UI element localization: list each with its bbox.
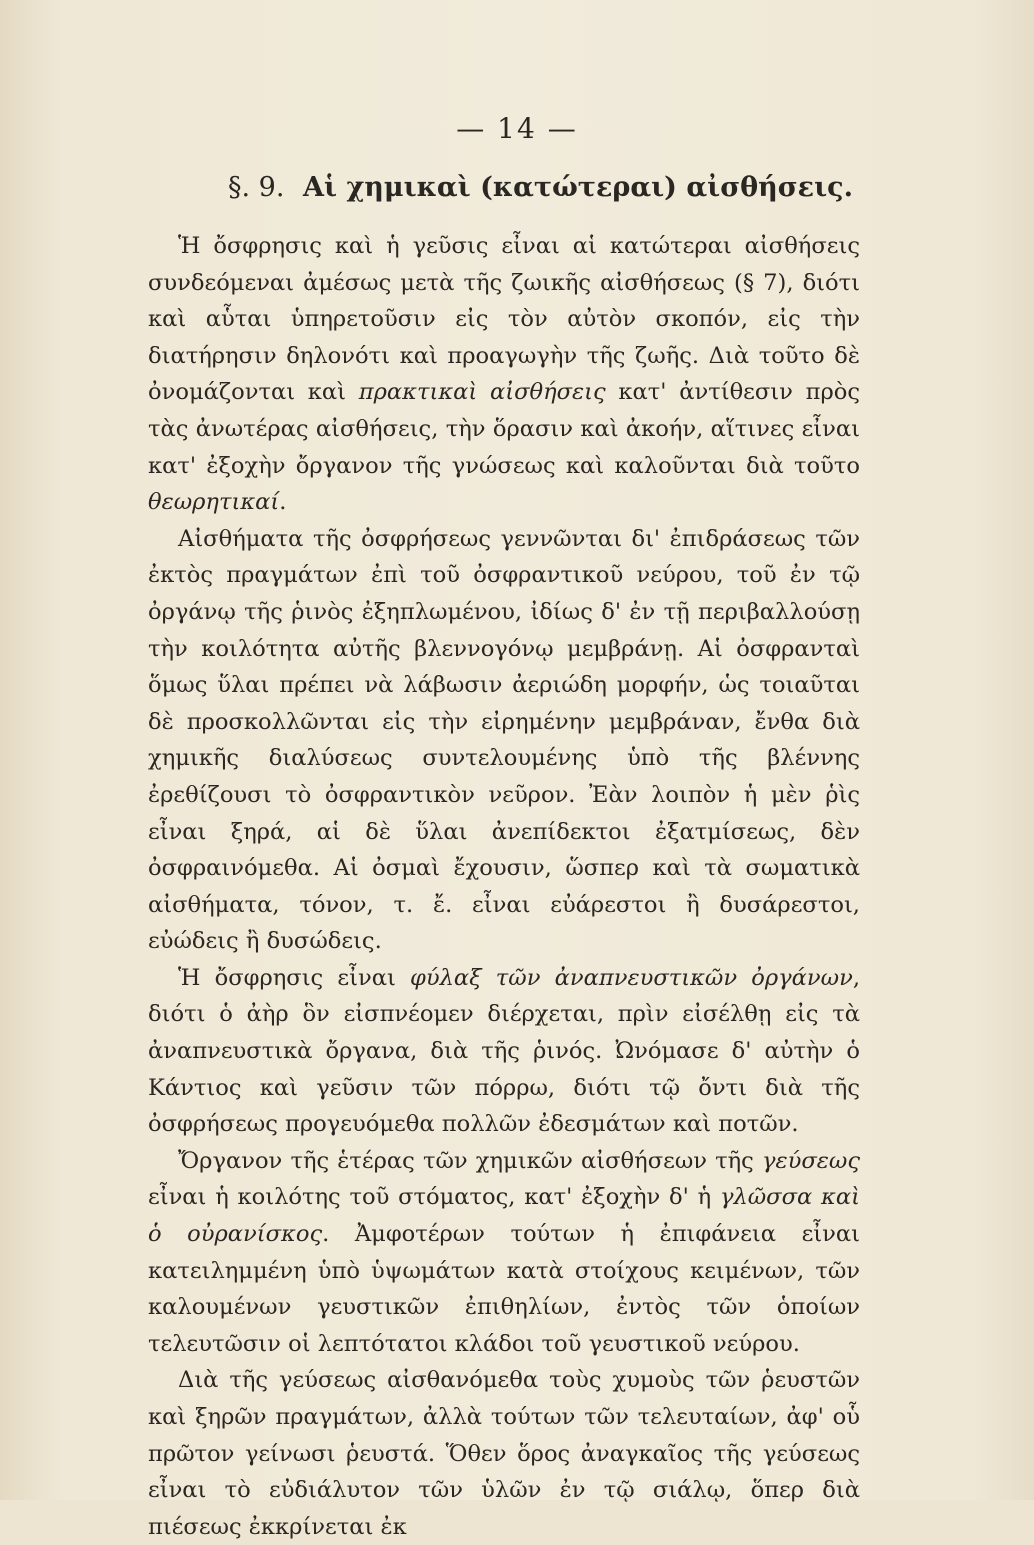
text-run: κατ' ἀντίθεσιν πρὸς τὰς ἀνωτέρας αἰσθήσεις, τὴν ὅρασιν καὶ ἀκοήν, αἵτινες εἶναι κατ' ἐξοχὴν ὄργανον τῆς γνώσεως καὶ καλοῦνται διὰ τοῦτο bbox=[148, 379, 860, 479]
italic-term: γλῶσσα καὶ ὁ οὐρανίσκος bbox=[148, 1184, 860, 1248]
section-number: §. 9. bbox=[228, 172, 285, 203]
italic-term: φύλαξ τῶν ἀναπνευστικῶν ὀργάνων bbox=[410, 964, 853, 991]
italic-term: γεύσεως bbox=[762, 1147, 860, 1174]
page-number: — 14 — bbox=[456, 112, 578, 145]
paragraph bbox=[148, 521, 860, 960]
paragraph bbox=[148, 1362, 860, 1545]
body-text bbox=[148, 228, 860, 1545]
text-run: εἶναι ἡ κοιλότης τοῦ στόματος, κατ' ἐξοχὴν δ' ἡ bbox=[148, 1184, 720, 1211]
text-run: , διότι ὁ ἀὴρ ὃν εἰσπνέομεν διέρχεται, πρὶν εἰσέλθῃ εἰς τὰ ἀναπνευστικὰ ὄργανα, διὰ τῆς ῥινός. Ὠνόμασε δ' αὐτὴν ὁ Κάντιος καὶ γεῦσιν τῶν πόρρω, διότι τῷ ὄντι διὰ τῆς ὀσφρήσεως προγευόμεθα πολλῶν ἐδεσμάτων καὶ ποτῶν. bbox=[148, 964, 860, 1138]
text-run: Ὄργανον τῆς ἑτέρας τῶν χημικῶν αἰσθήσεων τῆς bbox=[178, 1147, 762, 1174]
italic-term: θεωρητικαί bbox=[148, 489, 280, 516]
section-heading bbox=[228, 172, 853, 203]
paragraph bbox=[148, 228, 860, 521]
text-run: . Ἀμφοτέρων τούτων ἡ ἐπιφάνεια εἶναι κατειλημμένη ὑπὸ ὑψωμάτων κατὰ στοίχους κειμένων, τῶν καλουμένων γευστικῶν ἐπιθηλίων, ἐντὸς τῶν ὁποίων τελευτῶσιν οἱ λεπτότατοι κλάδοι τοῦ γευστικοῦ νεύρου. bbox=[148, 1221, 860, 1357]
text-run: Διὰ τῆς γεύσεως αἰσθανόμεθα τοὺς χυμοὺς τῶν ῥευστῶν καὶ ξηρῶν πραγμάτων, ἀλλὰ τούτων τῶν τελευταίων, ἀφ' οὗ πρῶτον γείνωσι ῥευστά. Ὅθεν ὅρος ἀναγκαῖος τῆς γεύσεως εἶναι τὸ εὐδιάλυτον τῶν ὑλῶν ἐν τῷ σιάλῳ, ὅπερ διὰ πιέσεως ἐκκρίνεται ἐκ bbox=[148, 1367, 860, 1540]
text-run: Ἡ ὄσφρησις καὶ ἡ γεῦσις εἶναι αἱ κατώτεραι αἰσθήσεις συνδεόμεναι ἀμέσως μετὰ τῆς ζωικῆς αἰσθήσεως (§ 7), διότι καὶ αὗται ὑπηρετοῦσιν εἰς τὸν αὐτὸν σκοπόν, εἰς τὴν διατήρησιν δηλονότι καὶ προαγωγὴν τῆς ζωῆς. Διὰ τοῦτο δὲ ὀνομάζονται καὶ bbox=[148, 233, 860, 406]
text-run: Ἡ ὄσφρησις εἶναι bbox=[178, 964, 411, 991]
italic-term: πρακτικαὶ αἰσθήσεις bbox=[358, 379, 606, 406]
text-run: . bbox=[279, 489, 287, 516]
section-title: Αἱ χημικαὶ (κατώτεραι) αἰσθήσεις. bbox=[303, 172, 853, 203]
text-run: Αἰσθήματα τῆς ὀσφρήσεως γεννῶνται δι' ἐπιδράσεως τῶν ἐκτὸς πραγμάτων ἐπὶ τοῦ ὀσφραντικοῦ νεύρου, τοῦ ἐν τῷ ὀργάνῳ τῆς ῥινὸς ἐξηπλωμένου, ἰδίως δ' ἐν τῇ περιβαλλούσῃ τὴν κοιλότητα αὐτῆς βλεννογόνῳ μεμβράνῃ. Αἱ ὀσφρανταὶ ὅμως ὕλαι πρέπει νὰ λάβωσιν ἀεριώδη μορφήν, ὡς τοιαῦται δὲ προσκολλῶνται εἰς τὴν εἰρημένην μεμβράναν, ἔνθα διὰ χημικῆς διαλύσεως συντελουμένης ὑπὸ τῆς βλέννης ἐρεθίζουσι τὸ ὀσφραντικὸν νεῦρον. Ἐὰν λοιπὸν ἡ μὲν ῥὶς εἶναι ξηρά, αἱ δὲ ὕλαι ἀνεπίδεκτοι ἐξατμίσεως, δὲν ὀσφραινόμεθα. Αἱ ὀσμαὶ ἔχουσιν, ὥσπερ καὶ τὰ σωματικὰ αἰσθήματα, τόνον, τ. ἔ. εἶναι εὐάρεστοι ἢ δυσάρεστοι, εὐώδεις ἢ δυσώδεις. bbox=[148, 525, 860, 955]
paragraph bbox=[148, 960, 860, 1143]
paragraph bbox=[148, 1143, 860, 1363]
